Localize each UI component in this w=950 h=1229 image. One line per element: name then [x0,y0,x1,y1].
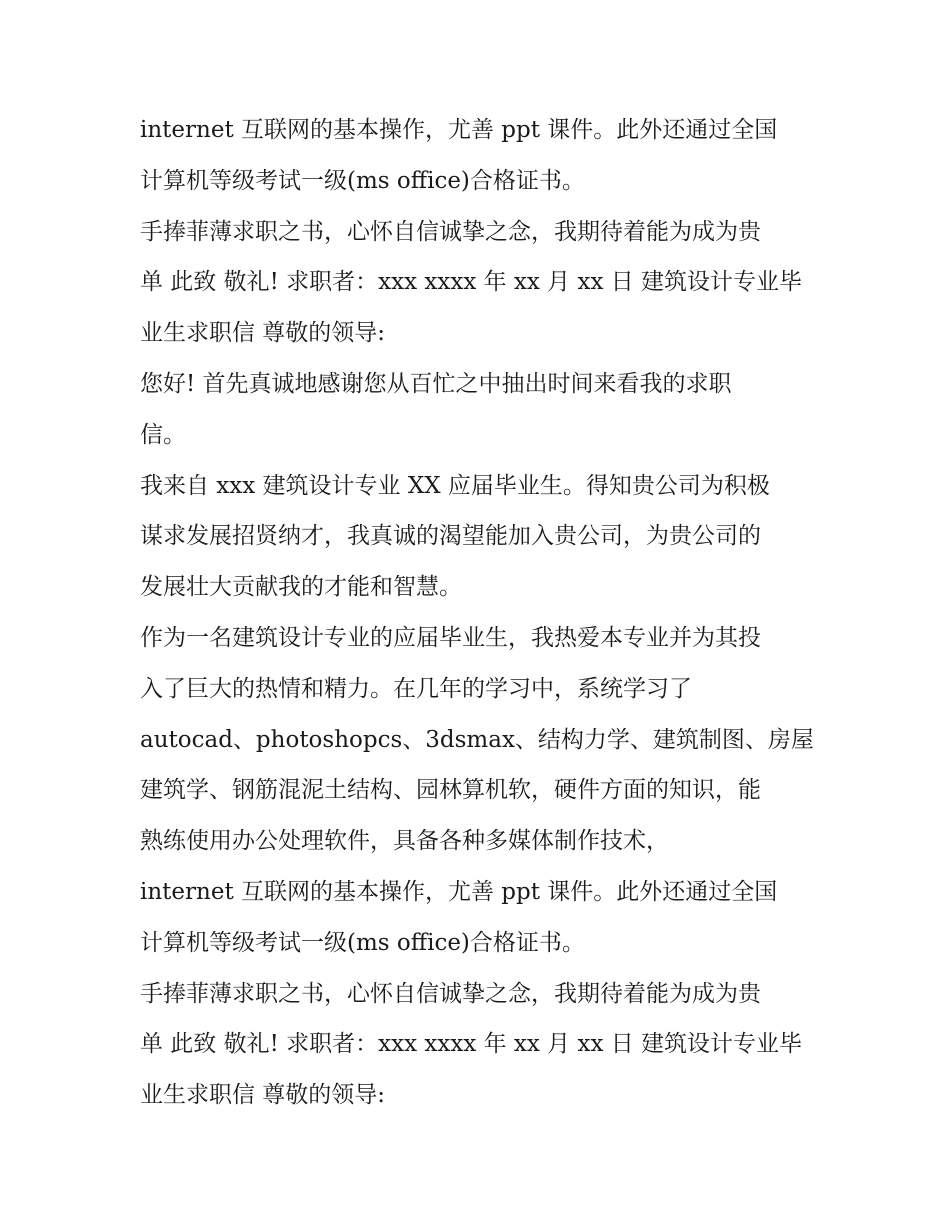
text-line: 我来自 xxx 建筑设计专业 XX 应届毕业生。得知贵公司为积极 [140,472,770,499]
text-line: 计算机等级考试一级(ms office)合格证书。 [140,929,585,956]
text-line: autocad、photoshopcs、3dsmax、结构力学、建筑制图、房屋 [140,726,814,753]
text-line: 建筑学、钢筋混泥土结构、园林算机软，硬件方面的知识，能 [140,777,761,804]
text-line: 业生求职信 尊敬的领导: [140,320,386,347]
text-line: 熟练使用办公处理软件，具备各种多媒体制作技术， [140,828,669,855]
text-line: internet 互联网的基本操作，尤善 ppt 课件。此外还通过全国 [140,878,778,905]
text-line: 您好! 首先真诚地感谢您从百忙之中抽出时间来看我的求职 [140,370,732,397]
text-line: 发展壮大贡献我的才能和智慧。 [140,574,462,601]
text-line: 单 此致 敬礼! 求职者：xxx xxxx 年 xx 月 xx 日 建筑设计专业毕 [140,269,803,296]
text-line: 手捧菲薄求职之书，心怀自信诚挚之念，我期待着能为成为贵 [140,218,761,245]
text-line: 计算机等级考试一级(ms office)合格证书。 [140,167,585,194]
document-body [140,105,830,1121]
text-line: 手捧菲薄求职之书，心怀自信诚挚之念，我期待着能为成为贵 [140,980,761,1007]
text-line: 信。 [140,421,186,448]
text-line: 业生求职信 尊敬的领导: [140,1082,386,1109]
text-line: 作为一名建筑设计专业的应届毕业生，我热爱本专业并为其投 [140,624,761,651]
text-line: internet 互联网的基本操作，尤善 ppt 课件。此外还通过全国 [140,117,778,143]
text-line: 单 此致 敬礼! 求职者：xxx xxxx 年 xx 月 xx 日 建筑设计专业毕 [140,1031,803,1058]
text-line: 入了巨大的热情和精力。在几年的学习中，系统学习了 [140,675,692,702]
text-line: 谋求发展招贤纳才，我真诚的渴望能加入贵公司，为贵公司的 [140,523,761,550]
